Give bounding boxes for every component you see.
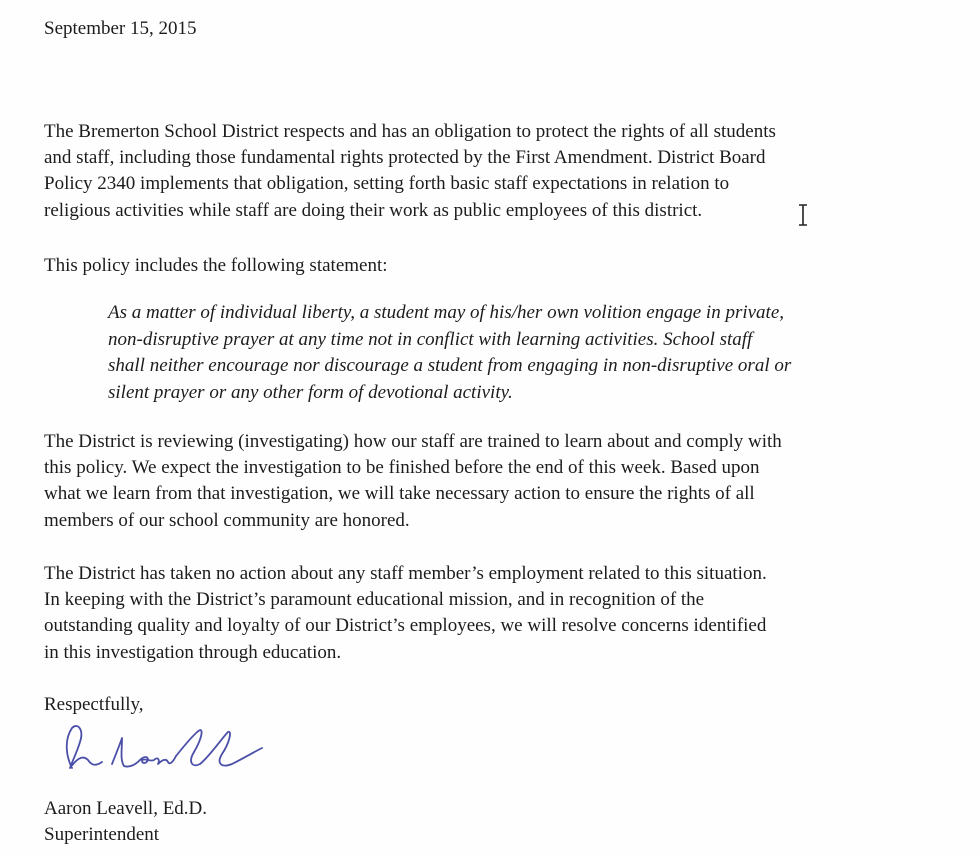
signer-title: Superintendent (44, 824, 160, 845)
letter-date: September 15, 2015 (44, 18, 197, 39)
paragraph-line: In keeping with the District’s paramount educational mission, and in recognition of the (44, 589, 705, 611)
paragraph-line: outstanding quality and loyalty of our District’s employees, we will resolve concerns identified (44, 615, 767, 637)
paragraph-line: The Bremerton School District respects and has an obligation to protect the rights of all students (44, 121, 776, 142)
paragraph-line: and staff, including those fundamental rights protected by the First Amendment. District Board (44, 147, 766, 169)
paragraph-line: Policy 2340 implements that obligation, setting forth basic staff expectations in relation to (44, 173, 730, 195)
paragraph-rights (44, 119, 924, 224)
quote-line: As a matter of individual liberty, a student may of his/her own volition engage in private, (108, 302, 785, 323)
paragraph-line: what we learn from that investigation, we will take necessary action to ensure the rights of all (44, 483, 755, 505)
paragraph-line: in this investigation through education. (44, 641, 342, 663)
paragraph-line: This policy includes the following statement: (44, 255, 388, 276)
text-cursor-icon (796, 203, 810, 227)
paragraph-policy-intro (44, 253, 924, 279)
closing-salutation: Respectfully, (44, 694, 144, 715)
paragraph-line: this policy. We expect the investigation to be finished before the end of this week. Based upon (44, 457, 760, 479)
policy-quote (108, 300, 948, 406)
quote-line: non-disruptive prayer at any time not in conflict with learning activities. School staff (108, 328, 753, 350)
paragraph-employment (44, 561, 924, 666)
handwritten-signature (50, 716, 280, 778)
quote-line: silent prayer or any other form of devotional activity. (108, 381, 513, 403)
paragraph-line: The District has taken no action about any staff member’s employment related to this situation. (44, 563, 767, 584)
paragraph-investigation (44, 429, 924, 534)
paragraph-line: The District is reviewing (investigating) how our staff are trained to learn about and comply with (44, 431, 782, 452)
quote-line: shall neither encourage nor discourage a student from engaging in non-disruptive oral or (108, 355, 792, 376)
paragraph-line: members of our school community are honored. (44, 509, 410, 531)
paragraph-line: religious activities while staff are doing their work as public employees of this district. (44, 199, 703, 221)
signer-name: Aaron Leavell, Ed.D. (44, 798, 208, 819)
